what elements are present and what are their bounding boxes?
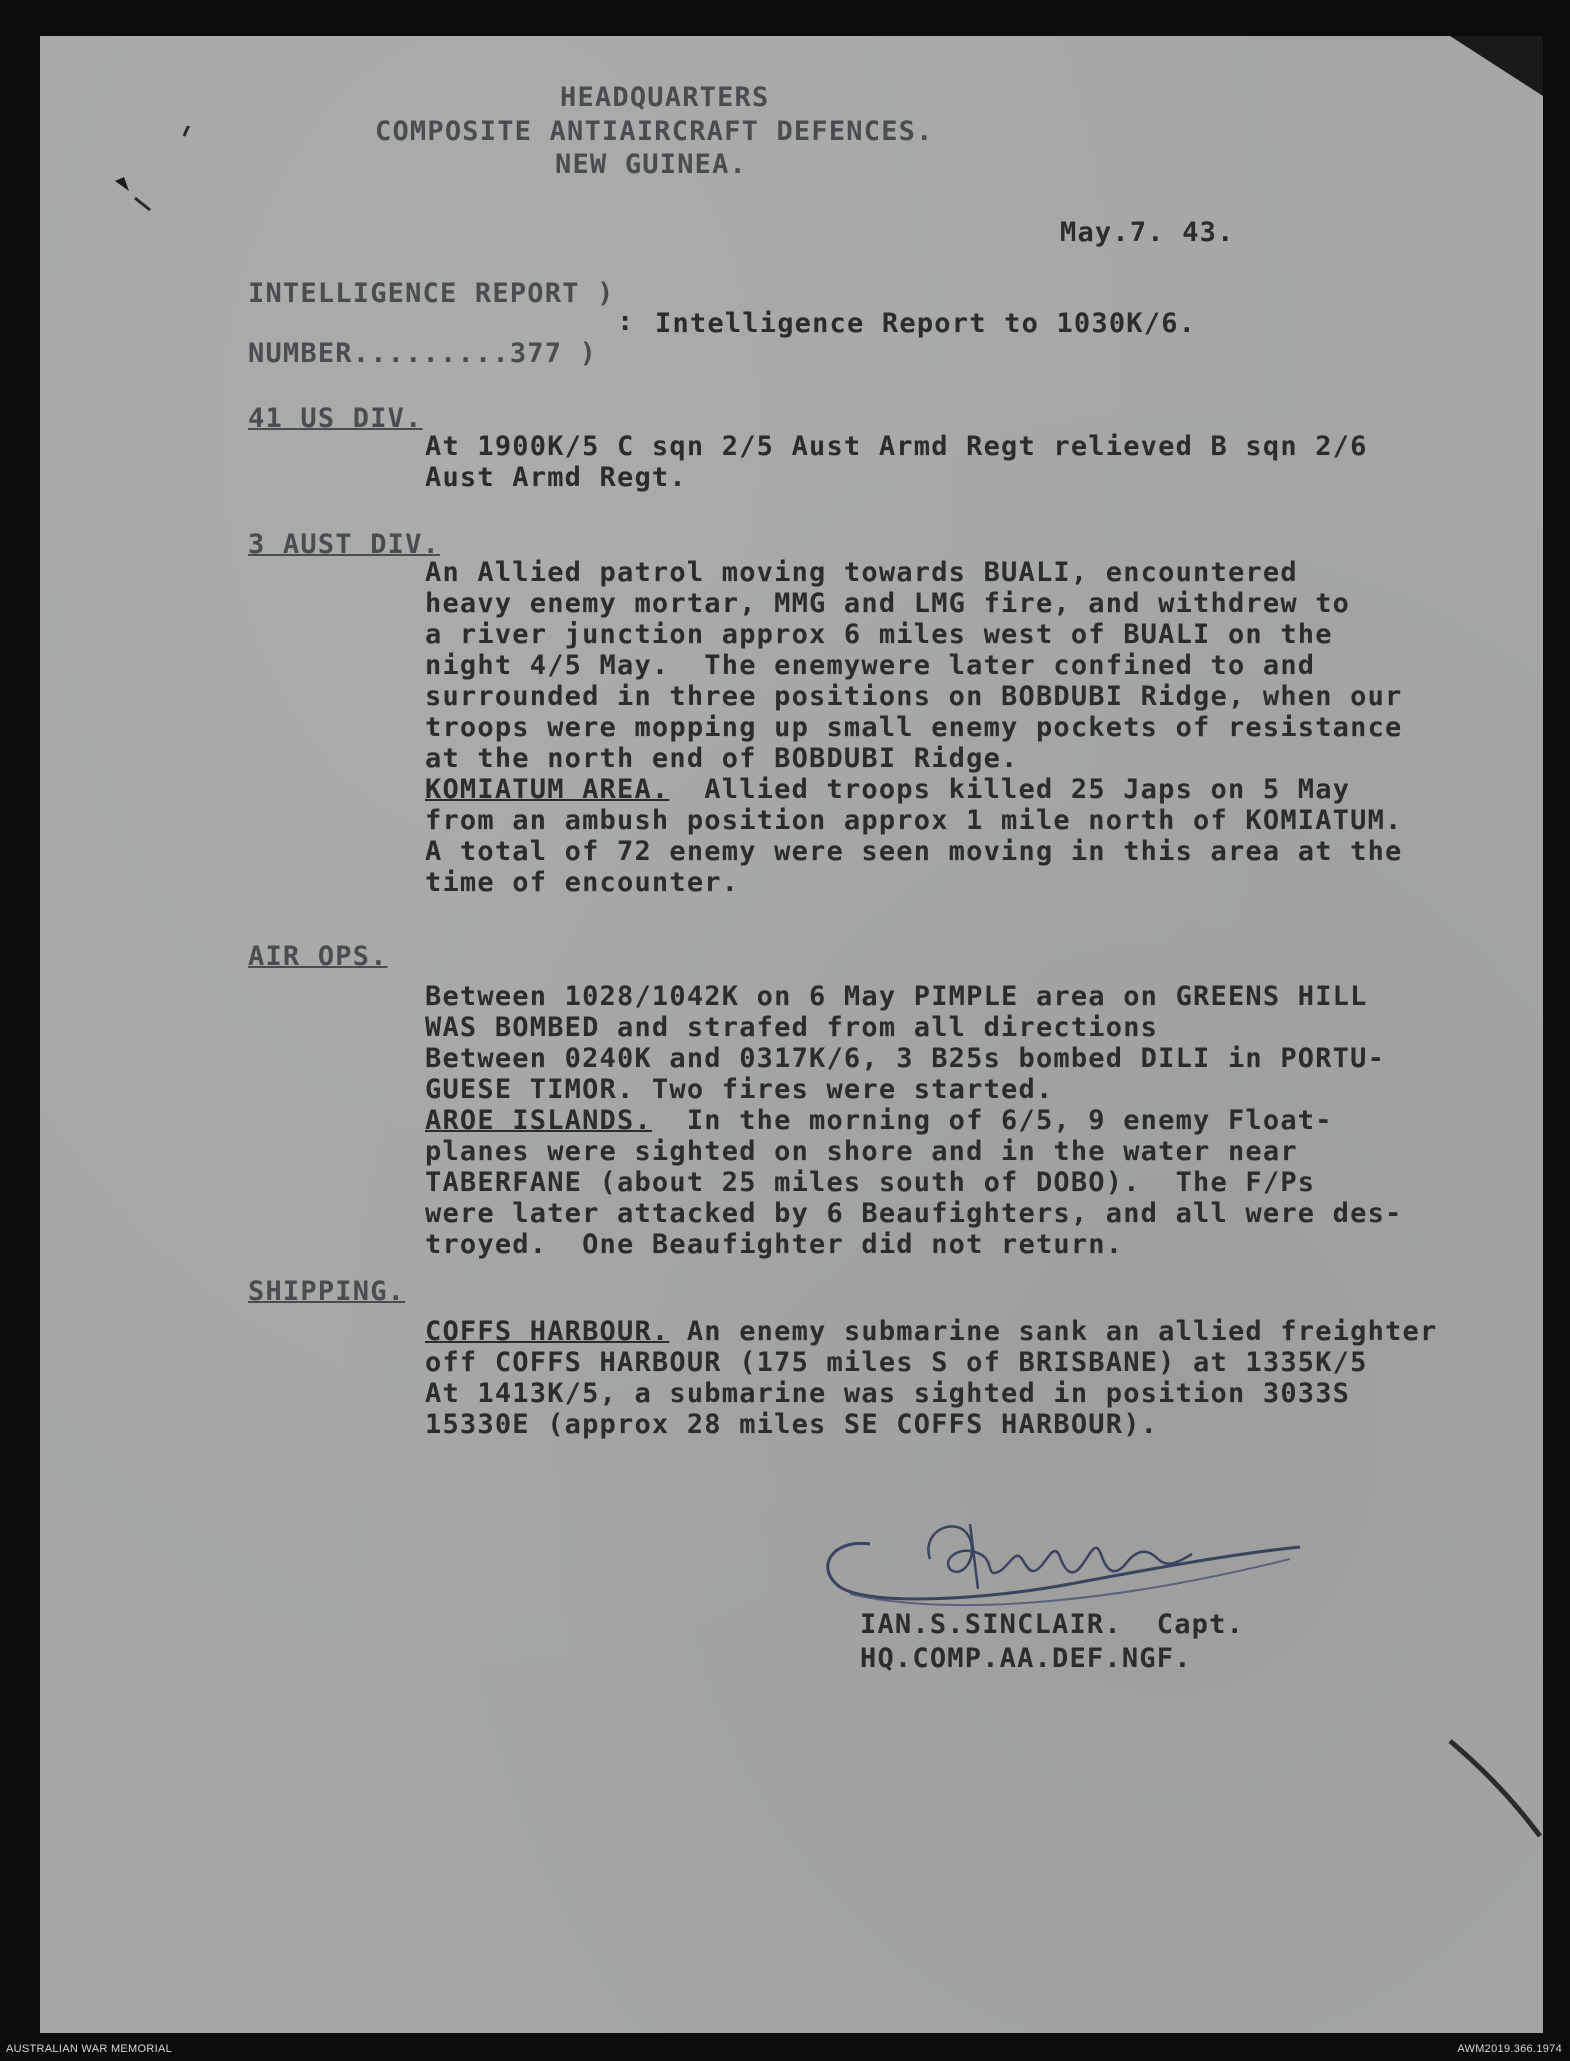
report-date: May.7. 43. — [1060, 217, 1235, 248]
text-line — [425, 1316, 1437, 1347]
text-line: 15330E (approx 28 miles SE COFFS HARBOUR). — [425, 1409, 1159, 1440]
text-line: night 4/5 May. The enemywere later confined to and — [425, 650, 1316, 681]
section-heading-shipping: SHIPPING. — [248, 1276, 406, 1307]
report-reference: Intelligence Report to 1030K/6. — [655, 308, 1197, 339]
header-line-1: HEADQUARTERS — [560, 82, 770, 113]
section-body-shipping — [425, 1316, 1437, 1440]
section-heading-3-aust-div: 3 AUST DIV. — [248, 529, 441, 560]
header-line-2: COMPOSITE ANTIAIRCRAFT DEFENCES. — [375, 116, 934, 147]
text-span: In the morning of 6/5, 9 enemy Float- — [651, 1105, 1333, 1136]
text-line: from an ambush position approx 1 mile north of KOMIATUM. — [425, 805, 1403, 836]
signoff-name: IAN.S.SINCLAIR. Capt. — [860, 1609, 1245, 1640]
section-heading-air-ops: AIR OPS. — [248, 941, 388, 972]
section-body-air-ops — [425, 981, 1403, 1260]
text-line: heavy enemy mortar, MMG and LMG fire, and withdrew to — [425, 588, 1351, 619]
footer-accession-number: AWM2019.366.1974 — [1457, 2043, 1562, 2055]
corner-fold-icon — [1450, 36, 1543, 96]
staple-mark-icon — [80, 126, 190, 226]
text-line: off COFFS HARBOUR (175 miles S of BRISBANE) at 1335K/5 — [425, 1347, 1368, 1378]
text-line: planes were sighted on shore and in the water near — [425, 1136, 1298, 1167]
text-line: Between 0240K and 0317K/6, 3 B25s bombed DILI in PORTU- — [425, 1043, 1386, 1074]
footer-credit: AUSTRALIAN WAR MEMORIAL — [6, 2043, 173, 2055]
document-page — [40, 36, 1543, 2033]
text-line: WAS BOMBED and strafed from all directions — [425, 1012, 1159, 1043]
report-bracket: : — [617, 306, 635, 337]
text-span: An enemy submarine sank an allied freighter — [669, 1316, 1438, 1347]
text-line: At 1900K/5 C sqn 2/5 Aust Armd Regt relieved B sqn 2/6 — [425, 431, 1368, 462]
header-line-3: NEW GUINEA. — [555, 149, 748, 180]
text-line: An Allied patrol moving towards BUALI, encountered — [425, 557, 1298, 588]
subheading-coffs-harbour: COFFS HARBOUR. — [425, 1316, 670, 1347]
text-line: GUESE TIMOR. Two fires were started. — [425, 1074, 1054, 1105]
pencil-stroke-icon — [1440, 1736, 1543, 1846]
text-line: At 1413K/5, a submarine was sighted in position 3033S — [425, 1378, 1351, 1409]
section-body-3-aust-div — [425, 557, 1403, 898]
handwritten-signature — [810, 1499, 1330, 1614]
subheading-aroe-islands: AROE ISLANDS. — [425, 1105, 652, 1136]
text-span: Allied troops killed 25 Japs on 5 May — [669, 774, 1351, 805]
text-line: a river junction approx 6 miles west of BUALI on the — [425, 619, 1333, 650]
section-body-41-us-div — [425, 431, 1368, 493]
text-line: at the north end of BOBDUBI Ridge. — [425, 743, 1019, 774]
text-line — [425, 774, 1403, 805]
text-line: surrounded in three positions on BOBDUBI Ridge, when our — [425, 681, 1403, 712]
text-line: A total of 72 enemy were seen moving in this area at the — [425, 836, 1403, 867]
subheading-komiatum-area: KOMIATUM AREA. — [425, 774, 670, 805]
text-line: Between 1028/1042K on 6 May PIMPLE area on GREENS HILL — [425, 981, 1368, 1012]
report-number: NUMBER.........377 ) — [248, 338, 598, 369]
signoff-title: HQ.COMP.AA.DEF.NGF. — [860, 1643, 1192, 1674]
text-line: were later attacked by 6 Beaufighters, and all were des- — [425, 1198, 1403, 1229]
text-line: TABERFANE (about 25 miles south of DOBO). The F/Ps — [425, 1167, 1316, 1198]
text-line: time of encounter. — [425, 867, 740, 898]
report-label: INTELLIGENCE REPORT ) — [248, 278, 615, 309]
section-heading-41-us-div: 41 US DIV. — [248, 403, 423, 434]
text-line: Aust Armd Regt. — [425, 462, 687, 493]
text-line: troyed. One Beaufighter did not return. — [425, 1229, 1124, 1260]
text-line — [425, 1105, 1403, 1136]
text-line: troops were mopping up small enemy pockets of resistance — [425, 712, 1403, 743]
